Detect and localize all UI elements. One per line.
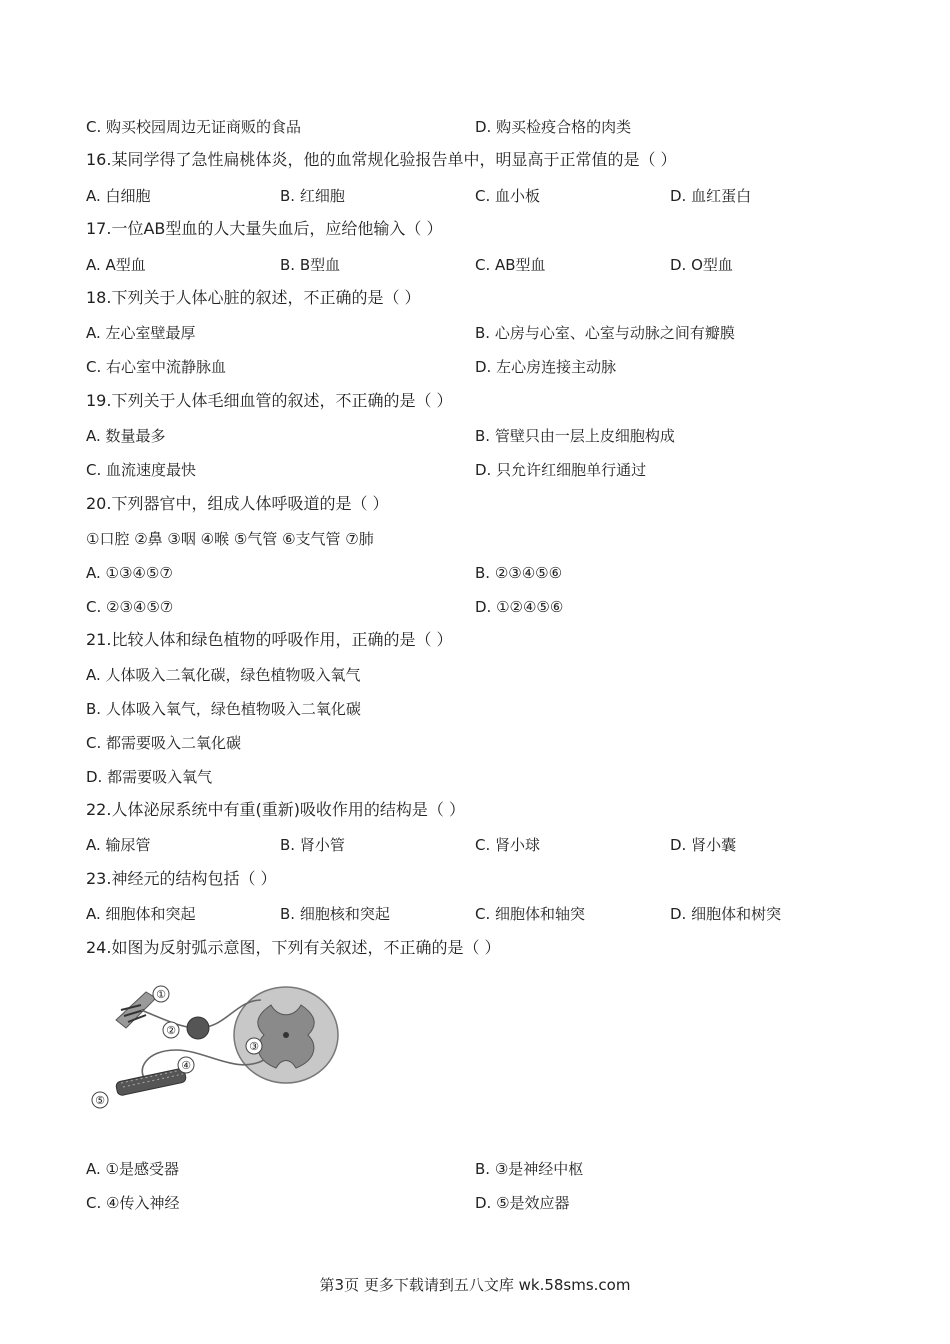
q20-option-c: C. ②③④⑤⑦ <box>86 598 174 616</box>
reflex-arc-figure <box>86 980 346 1115</box>
q24-option-a: A. ①是感受器 <box>86 1160 179 1178</box>
q19-option-c: C. 血流速度最快 <box>86 461 197 479</box>
q23-stem: 23.神经元的结构包括（ ） <box>86 869 277 888</box>
q20-option-b: B. ②③④⑤⑥ <box>475 564 563 582</box>
q21-option-b: B. 人体吸入氧气，绿色植物吸入二氧化碳 <box>86 700 361 718</box>
q18-stem: 18.下列关于人体心脏的叙述，不正确的是（ ） <box>86 288 421 307</box>
receptor-structure <box>116 992 156 1028</box>
q17-stem: 17.一位AB型血的人大量失血后，应给他输入（ ） <box>86 219 443 238</box>
q23-option-a: A. 细胞体和突起 <box>86 905 196 923</box>
q23-option-c: C. 细胞体和轴突 <box>475 905 586 923</box>
q16-option-d: D. 血红蛋白 <box>670 187 752 205</box>
q16-option-a: A. 白细胞 <box>86 187 151 205</box>
label-4: ④ <box>181 1059 191 1072</box>
q24-option-b: B. ③是神经中枢 <box>475 1160 584 1178</box>
q18-option-b: B. 心房与心室、心室与动脉之间有瓣膜 <box>475 324 735 342</box>
q17-option-a: A. A型血 <box>86 256 146 274</box>
q21-option-a: A. 人体吸入二氧化碳，绿色植物吸入氧气 <box>86 666 361 684</box>
q20-items: ①口腔 ②鼻 ③咽 ④喉 ⑤气管 ⑥支气管 ⑦肺 <box>86 530 374 548</box>
q17-option-d: D. O型血 <box>670 256 733 274</box>
q15-option-d: D. 购买检疫合格的肉类 <box>475 118 632 136</box>
label-5: ⑤ <box>95 1094 105 1107</box>
q16-stem: 16.某同学得了急性扁桃体炎，他的血常规化验报告单中，明显高于正常值的是（ ） <box>86 150 677 169</box>
q17-option-b: B. B型血 <box>280 256 341 274</box>
q24-option-c: C. ④传入神经 <box>86 1194 180 1212</box>
q22-option-a: A. 输尿管 <box>86 836 151 854</box>
ganglion <box>187 1017 209 1039</box>
q15-option-c: C. 购买校园周边无证商贩的食品 <box>86 118 302 136</box>
q24-option-d: D. ⑤是效应器 <box>475 1194 570 1212</box>
q17-option-c: C. AB型血 <box>475 256 546 274</box>
q22-option-b: B. 肾小管 <box>280 836 345 854</box>
q23-option-d: D. 细胞体和树突 <box>670 905 782 923</box>
page-footer: 第3页 更多下载请到五八文库 wk.58sms.com <box>319 1276 631 1294</box>
q23-option-b: B. 细胞核和突起 <box>280 905 390 923</box>
q19-option-a: A. 数量最多 <box>86 427 166 445</box>
label-3: ③ <box>249 1040 259 1053</box>
q20-option-a: A. ①③④⑤⑦ <box>86 564 173 582</box>
q19-stem: 19.下列关于人体毛细血管的叙述，不正确的是（ ） <box>86 391 453 410</box>
q21-option-d: D. 都需要吸入氧气 <box>86 768 213 786</box>
q16-option-c: C. 血小板 <box>475 187 541 205</box>
q21-stem: 21.比较人体和绿色植物的呼吸作用，正确的是（ ） <box>86 630 453 649</box>
q16-option-b: B. 红细胞 <box>280 187 345 205</box>
q22-stem: 22.人体泌尿系统中有重(重新)吸收作用的结构是（ ） <box>86 800 466 819</box>
q24-stem: 24.如图为反射弧示意图，下列有关叙述，不正确的是（ ） <box>86 938 501 957</box>
label-2: ② <box>166 1024 176 1037</box>
effector-muscle <box>115 1068 186 1096</box>
q21-option-c: C. 都需要吸入二氧化碳 <box>86 734 242 752</box>
q20-option-d: D. ①②④⑤⑥ <box>475 598 564 616</box>
q22-option-d: D. 肾小囊 <box>670 836 737 854</box>
label-1: ① <box>156 988 166 1001</box>
q18-option-a: A. 左心室壁最厚 <box>86 324 196 342</box>
q19-option-b: B. 管壁只由一层上皮细胞构成 <box>475 427 675 445</box>
q18-option-c: C. 右心室中流静脉血 <box>86 358 227 376</box>
q19-option-d: D. 只允许红细胞单行通过 <box>475 461 647 479</box>
q20-stem: 20.下列器官中，组成人体呼吸道的是（ ） <box>86 494 389 513</box>
q22-option-c: C. 肾小球 <box>475 836 541 854</box>
q18-option-d: D. 左心房连接主动脉 <box>475 358 617 376</box>
